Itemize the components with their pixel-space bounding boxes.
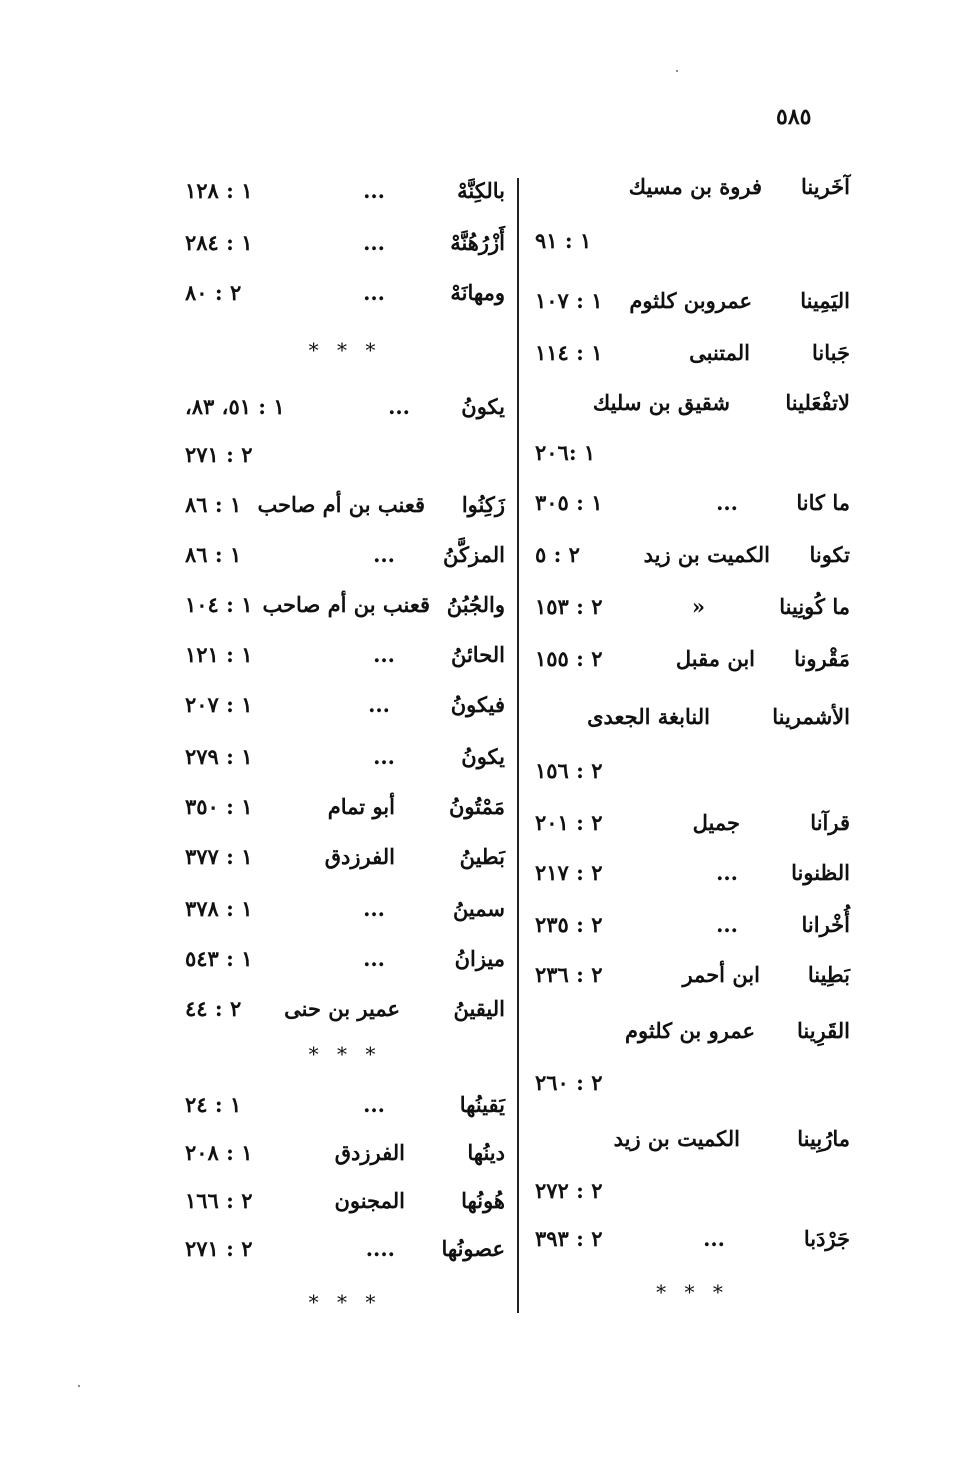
index-entry xyxy=(185,836,505,876)
index-entry xyxy=(535,332,850,372)
entry-poet: ... xyxy=(716,489,738,515)
entry-word: يكونُ xyxy=(461,743,505,769)
entry-poet: ... xyxy=(373,743,395,769)
entry-word: زَكِنُوا xyxy=(461,491,505,517)
entry-word: قرآنا xyxy=(810,809,850,835)
entry-word: بَطِينا xyxy=(807,961,850,987)
entry-word: جَرْدَبا xyxy=(803,1225,850,1251)
left-column xyxy=(185,0,505,1463)
index-entry xyxy=(535,534,850,574)
entry-ref: ٢ : ١٦٦ xyxy=(185,1187,253,1213)
index-entry xyxy=(535,696,850,736)
entry-poet: الكميت بن زيد xyxy=(643,541,770,567)
entry-word: المزكَّنُ xyxy=(443,541,505,567)
index-entry xyxy=(185,386,505,426)
entry-word: ما كانا xyxy=(796,489,850,515)
entry-word: بَطينُ xyxy=(459,843,505,869)
entry-word: ميزانُ xyxy=(454,945,505,971)
entry-poet: عمير بن حنى xyxy=(284,995,400,1021)
entry-word: جَبانا xyxy=(812,339,850,365)
entry-ref: ٢ : ٢٧١ xyxy=(185,1235,253,1261)
index-entry xyxy=(185,584,505,624)
entry-word: تكونا xyxy=(809,541,850,567)
entry-poet: ... xyxy=(368,691,390,717)
section-separator: * * * xyxy=(308,1290,382,1314)
index-entry xyxy=(185,222,505,262)
entry-ref: ١ : ٩١ xyxy=(535,227,592,253)
entry-poet: عمرو بن كلثوم xyxy=(625,1017,755,1043)
entry-word: هُونُها xyxy=(461,1187,505,1213)
section-separator: * * * xyxy=(656,1280,729,1304)
scan-speck xyxy=(676,70,678,72)
entry-poet: ابن أحمر xyxy=(682,961,760,987)
entry-ref: ٢ : ٢١٧ xyxy=(535,859,603,885)
entry-poet: ... xyxy=(363,279,385,305)
index-entry xyxy=(185,272,505,312)
entry-word: سمينُ xyxy=(452,895,505,921)
entry-word: القَرِينا xyxy=(796,1017,850,1043)
entry-ref: ١ : ٨٦ xyxy=(185,491,242,517)
entry-word: اليقينُ xyxy=(453,995,505,1021)
entry-poet: قعنب بن أم صاحب xyxy=(262,591,430,617)
entry-poet: أبو تمام xyxy=(327,793,395,819)
entry-poet: ... xyxy=(363,1091,385,1117)
entry-poet: الكميت بن زيد xyxy=(613,1125,740,1151)
entry-poet: ... xyxy=(373,641,395,667)
index-entry xyxy=(535,852,850,892)
entry-word: مَمْتُونُ xyxy=(449,793,505,819)
entry-poet: فروة بن مسيك xyxy=(628,173,762,199)
entry-ref: ١ : ٢٠٧ xyxy=(185,691,253,717)
entry-ref: ٢ : ١٥٦ xyxy=(535,757,603,783)
entry-ref: ١ : ٨٦ xyxy=(185,541,242,567)
entry-ref: ١ : ٥١، ٨٣، xyxy=(185,393,285,419)
entry-ref: ١ : ٣٧٨ xyxy=(185,895,253,921)
scan-speck xyxy=(78,1385,80,1387)
entry-ref: ١ : ١٢٨ xyxy=(185,177,253,203)
entry-ref: ٢ : ٨٠ xyxy=(185,279,242,305)
entry-poet: شقيق بن سليك xyxy=(592,389,730,415)
index-entry xyxy=(185,938,505,978)
index-entry xyxy=(185,170,505,210)
entry-word: ومهانَهْ xyxy=(450,279,505,305)
entry-word: ما كُونِينا xyxy=(779,593,850,619)
entry-poet: ... xyxy=(388,393,410,419)
entry-ref: ١ : ٢٠٨ xyxy=(185,1139,253,1165)
index-entry xyxy=(185,888,505,928)
entry-ref: ١ : ١٢١ xyxy=(185,641,253,667)
entry-ref: ١ :٢٠٦ xyxy=(535,439,596,465)
entry-ref: ٢ : ٤٤ xyxy=(185,995,242,1021)
entry-poet: ... xyxy=(363,229,385,255)
entry-poet: المجنون xyxy=(334,1187,405,1213)
entry-word: الظنونا xyxy=(791,859,850,885)
entry-word: بالكِنَّهْ xyxy=(457,177,505,203)
index-entry xyxy=(535,1118,850,1158)
entry-word: اليَمِينا xyxy=(800,287,850,313)
index-entry xyxy=(535,802,850,842)
entry-poet: ... xyxy=(716,911,738,937)
entry-word: أَزْرُهُنَّهْ xyxy=(450,229,505,255)
index-entry xyxy=(535,482,850,522)
entry-poet: الفرزدق xyxy=(324,843,395,869)
entry-word: عصونُها xyxy=(441,1235,505,1261)
index-entry xyxy=(535,1010,850,1050)
entry-poet: ... xyxy=(363,177,385,203)
entry-word: فيكونُ xyxy=(450,691,505,717)
index-entry xyxy=(535,1218,850,1258)
index-entry xyxy=(185,988,505,1028)
entry-poet: ... xyxy=(363,945,385,971)
entry-word: يكونُ xyxy=(461,393,505,419)
entry-ref: ٢ : ٢٠١ xyxy=(535,809,603,835)
entry-ref: ١ : ١٠٧ xyxy=(535,287,603,313)
entry-word: آخَرينا xyxy=(801,173,850,199)
index-entry xyxy=(185,634,505,674)
entry-ref: ٢ : ٢٧٢ xyxy=(535,1177,603,1203)
index-entry xyxy=(535,220,850,260)
entry-ref: ٢ : ٥ xyxy=(535,541,580,567)
entry-poet: قعنب بن أم صاحب xyxy=(257,491,425,517)
index-entry xyxy=(535,586,850,626)
entry-word: مَقْرونا xyxy=(794,645,850,671)
section-separator: * * * xyxy=(308,1042,382,1066)
entry-word: أُخْرانا xyxy=(801,911,850,937)
page-number: ٥٨٥ xyxy=(776,104,812,130)
entry-ref: ٢ : ٢٣٥ xyxy=(535,911,603,937)
section-separator: * * * xyxy=(308,338,382,362)
entry-poet: « xyxy=(691,593,705,619)
entry-word: والجُبُنُ xyxy=(446,591,505,617)
entry-word: الحائنُ xyxy=(450,641,505,667)
entry-ref: ١ : ١٠٤ xyxy=(185,591,253,617)
entry-ref: ١ : ٢٤ xyxy=(185,1091,242,1117)
entry-poet: ابن مقبل xyxy=(675,645,755,671)
entry-word: يَقينُها xyxy=(459,1091,505,1117)
entry-ref: ١ : ٥٤٣ xyxy=(185,945,253,971)
entry-poet: عمروبن كلثوم xyxy=(629,287,752,313)
entry-ref: ٢ : ٢٧١ xyxy=(185,441,253,467)
index-entry xyxy=(535,382,850,422)
entry-ref: ٢ : ١٥٣ xyxy=(535,593,603,619)
entry-poet: النابغة الجعدى xyxy=(587,703,710,729)
entry-word: لاتفْعَلينا xyxy=(785,389,850,415)
index-entry xyxy=(185,534,505,574)
entry-ref: ٢ : ١٥٥ xyxy=(535,645,603,671)
right-column xyxy=(535,0,850,1463)
index-entry xyxy=(185,786,505,826)
index-entry xyxy=(535,954,850,994)
entry-ref: ٢ : ٣٩٣ xyxy=(535,1225,603,1251)
entry-ref: ١ : ٢٨٤ xyxy=(185,229,253,255)
entry-ref: ٢ : ٢٣٦ xyxy=(535,961,603,987)
entry-poet: جميل xyxy=(692,809,740,835)
index-entry xyxy=(185,1084,505,1124)
entry-ref: ١ : ٢٧٩ xyxy=(185,743,253,769)
index-entry xyxy=(185,684,505,724)
entry-poet: ... xyxy=(363,895,385,921)
entry-word: الأشمرينا xyxy=(772,703,850,729)
entry-poet: ... xyxy=(703,1225,725,1251)
entry-poet: ... xyxy=(716,859,738,885)
entry-poet: ... xyxy=(373,541,395,567)
entry-word: دينُها xyxy=(467,1139,505,1165)
index-entry xyxy=(535,904,850,944)
index-entry xyxy=(185,484,505,524)
index-entry xyxy=(185,1180,505,1220)
index-entry xyxy=(535,1062,850,1102)
index-entry xyxy=(185,434,505,474)
entry-poet: الفرزدق xyxy=(334,1139,405,1165)
entry-poet: المتنبى xyxy=(689,339,750,365)
index-entry xyxy=(185,736,505,776)
index-entry xyxy=(535,166,850,206)
entry-word: مارُبِينا xyxy=(797,1125,850,1151)
entry-ref: ١ : ٣٠٥ xyxy=(535,489,603,515)
index-entry xyxy=(185,1132,505,1172)
index-entry xyxy=(535,750,850,790)
entry-ref: ١ : ٣٧٧ xyxy=(185,843,253,869)
index-entry xyxy=(535,638,850,678)
entry-ref: ١ : ١١٤ xyxy=(535,339,603,365)
index-entry xyxy=(535,432,850,472)
entry-poet: .... xyxy=(365,1235,395,1261)
index-entry xyxy=(535,280,850,320)
column-divider xyxy=(517,178,519,1313)
index-entry xyxy=(185,1228,505,1268)
entry-ref: ١ : ٣٥٠ xyxy=(185,793,253,819)
index-entry xyxy=(535,1170,850,1210)
entry-ref: ٢ : ٢٦٠ xyxy=(535,1069,603,1095)
